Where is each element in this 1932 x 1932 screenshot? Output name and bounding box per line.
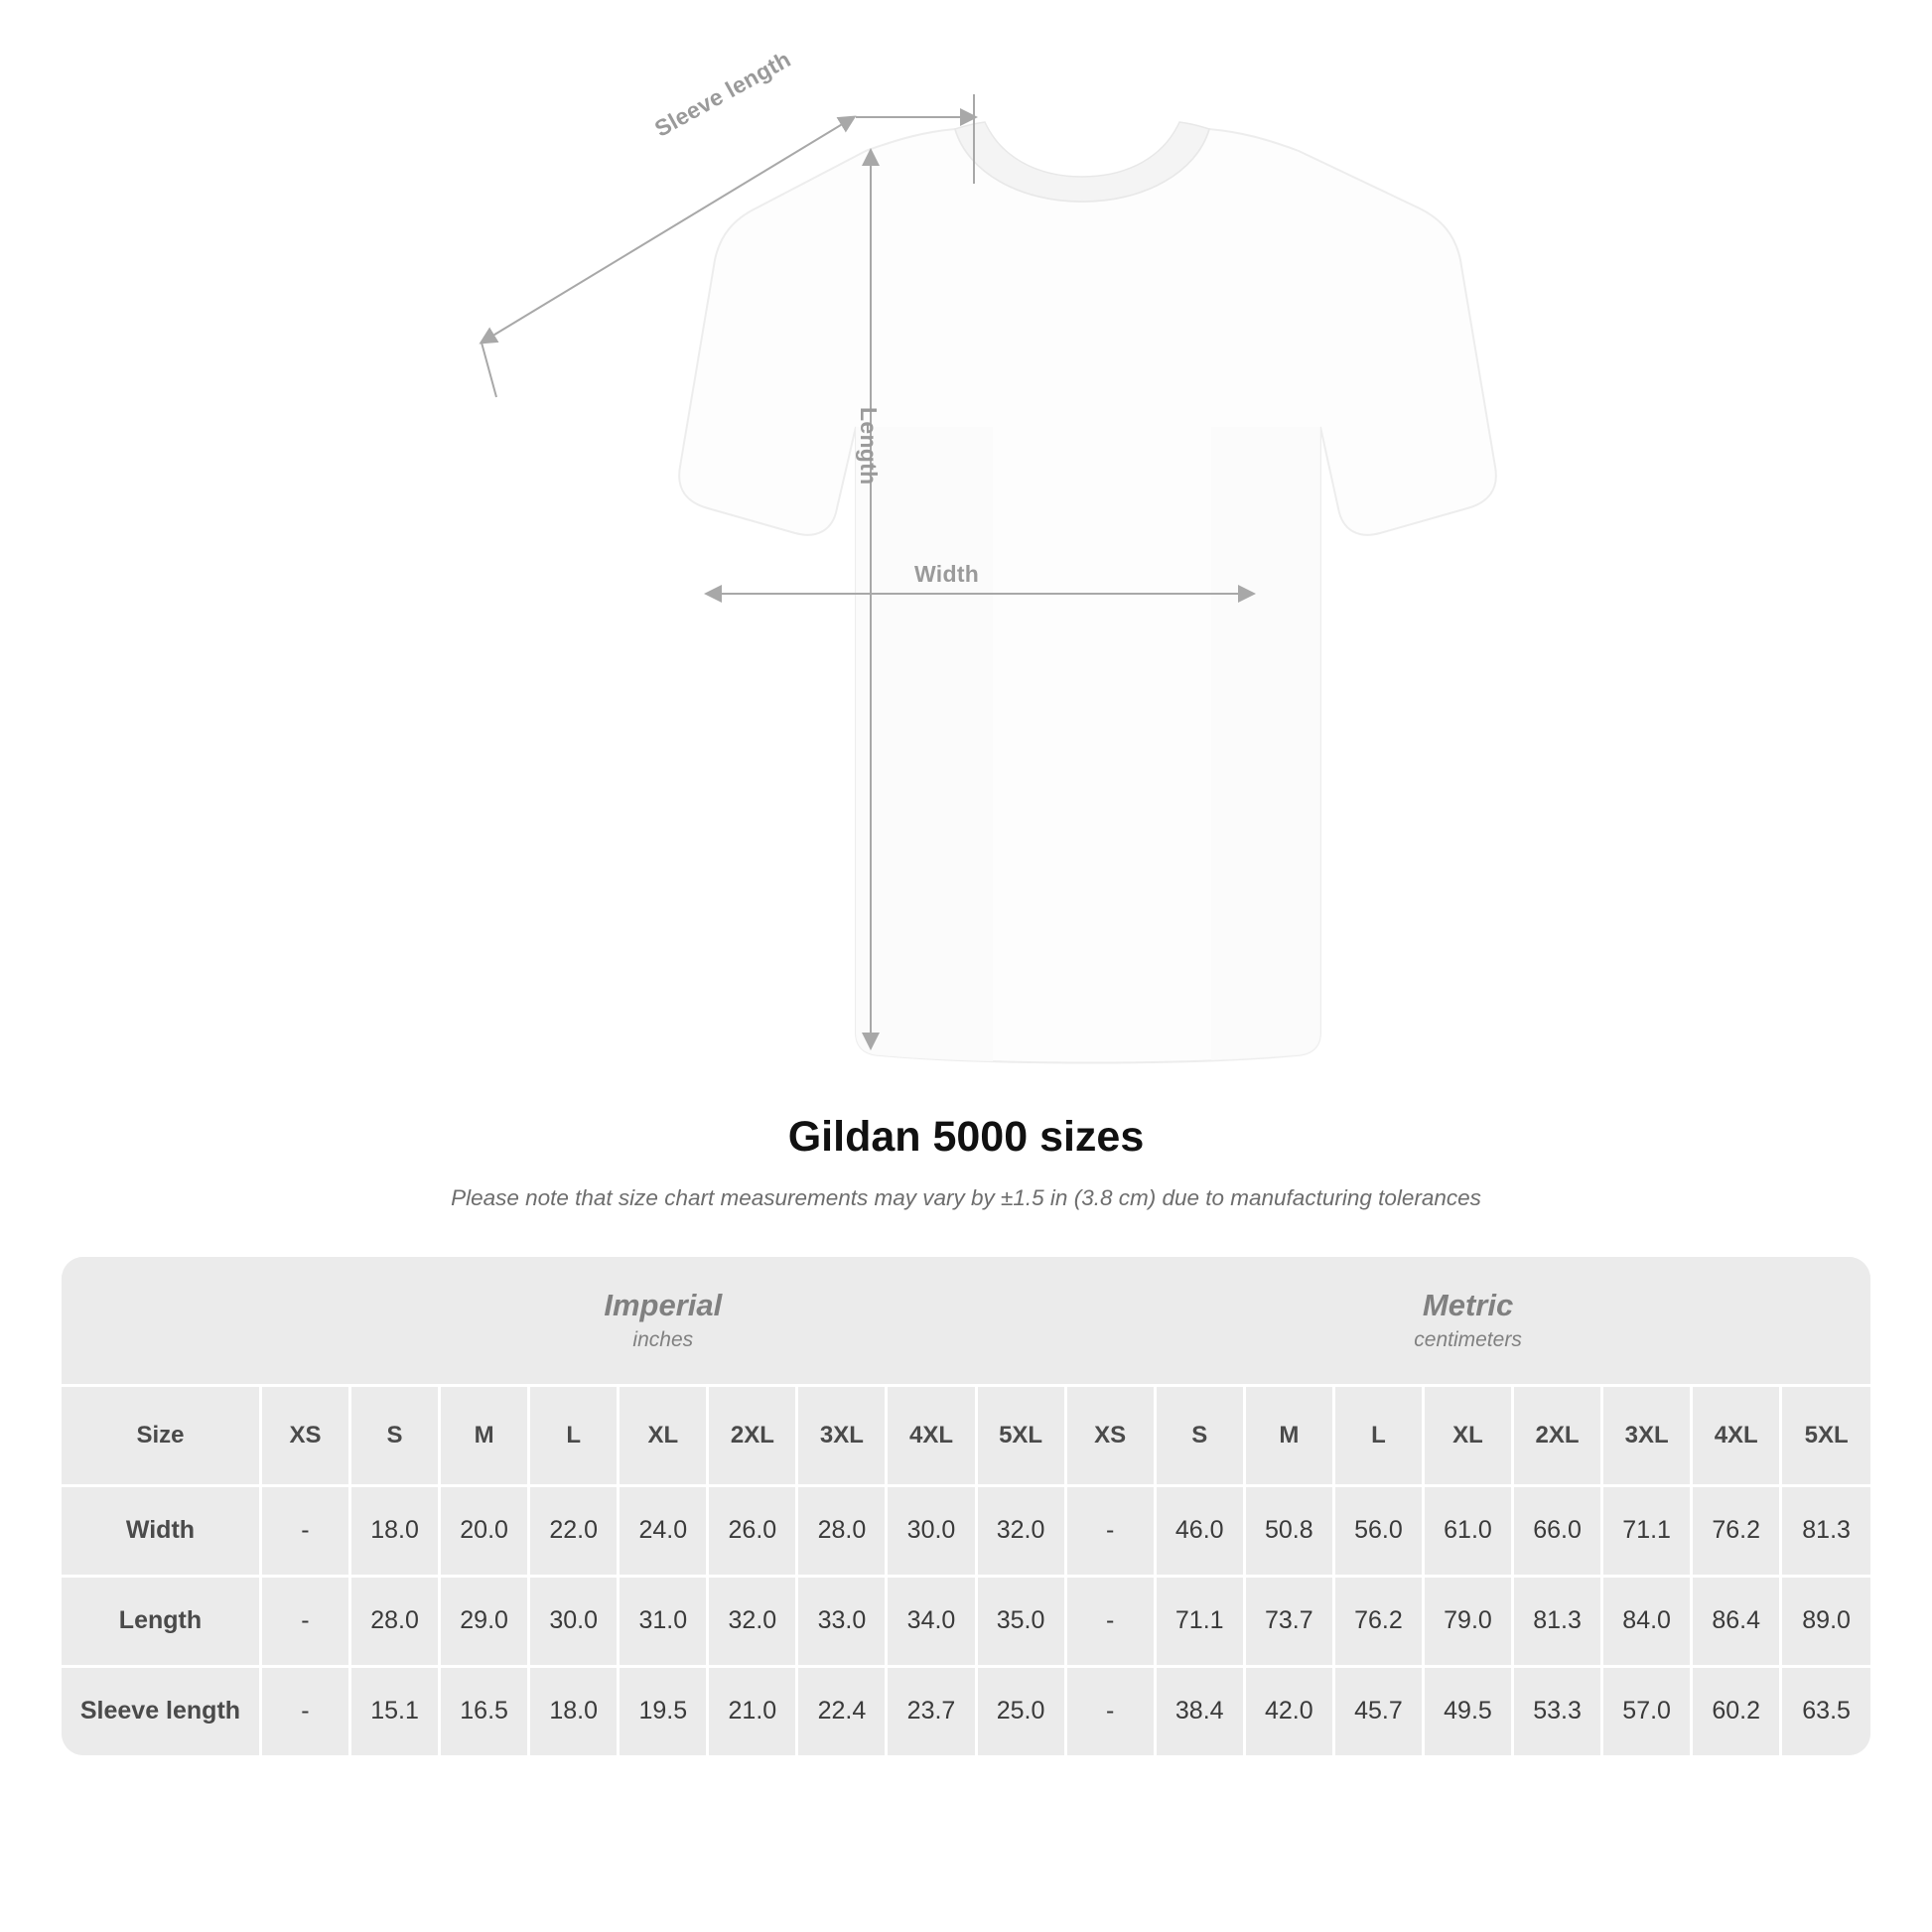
length-imperial-xs: - [260,1576,349,1666]
width-imperial-xs: - [260,1485,349,1576]
size-header-metric-xs: XS [1065,1385,1155,1485]
sleeve-imperial-3xl: 22.4 [797,1666,887,1755]
table-row-width [62,1485,1870,1576]
size-header-metric-4xl: 4XL [1692,1385,1781,1485]
size-header-imperial-l: L [529,1385,619,1485]
imperial-unit-header [260,1257,1065,1386]
length-metric-m: 73.7 [1244,1576,1333,1666]
length-imperial-m: 29.0 [440,1576,529,1666]
width-metric-xl: 61.0 [1423,1485,1512,1576]
width-metric-5xl: 81.3 [1781,1485,1870,1576]
width-imperial-2xl: 26.0 [708,1485,797,1576]
width-imperial-3xl: 28.0 [797,1485,887,1576]
width-imperial-l: 22.0 [529,1485,619,1576]
sleeve-imperial-l: 18.0 [529,1666,619,1755]
width-metric-xs: - [1065,1485,1155,1576]
length-metric-l: 76.2 [1333,1576,1423,1666]
sleeve-metric-4xl: 60.2 [1692,1666,1781,1755]
size-header-metric-5xl: 5XL [1781,1385,1870,1485]
size-header-row [62,1385,1870,1485]
size-header-imperial-5xl: 5XL [976,1385,1065,1485]
length-imperial-2xl: 32.0 [708,1576,797,1666]
length-imperial-xl: 31.0 [619,1576,708,1666]
table-row-length [62,1576,1870,1666]
sleeve-imperial-m: 16.5 [440,1666,529,1755]
size-header-imperial-4xl: 4XL [887,1385,976,1485]
size-header-imperial-xl: XL [619,1385,708,1485]
size-header-metric-xl: XL [1423,1385,1512,1485]
length-metric-5xl: 89.0 [1781,1576,1870,1666]
sleeve-imperial-s: 15.1 [350,1666,440,1755]
length-imperial-3xl: 33.0 [797,1576,887,1666]
sleeve-length-label: Sleeve length [650,46,795,142]
sleeve-metric-3xl: 57.0 [1602,1666,1692,1755]
size-header-imperial-m: M [440,1385,529,1485]
width-imperial-xl: 24.0 [619,1485,708,1576]
size-header-metric-3xl: 3XL [1602,1385,1692,1485]
sleeve-imperial-4xl: 23.7 [887,1666,976,1755]
unit-header-row [62,1257,1870,1386]
size-header-imperial-xs: XS [260,1385,349,1485]
tshirt-shape [679,122,1496,1063]
sleeve-imperial-xs: - [260,1666,349,1755]
size-header-metric-s: S [1155,1385,1244,1485]
sleeve-metric-2xl: 53.3 [1513,1666,1602,1755]
width-metric-4xl: 76.2 [1692,1485,1781,1576]
size-chart-table-wrapper [62,1257,1870,1755]
width-imperial-s: 18.0 [350,1485,440,1576]
row-label-sleeve-length: Sleeve length [62,1666,260,1755]
tolerance-note: Please note that size chart measurements may vary by ±1.5 in (3.8 cm) due to manufacturing tolerances [451,1184,1481,1210]
width-imperial-5xl: 32.0 [976,1485,1065,1576]
length-label: Length [856,407,882,485]
length-imperial-s: 28.0 [350,1576,440,1666]
size-header-metric-l: L [1333,1385,1423,1485]
length-metric-xl: 79.0 [1423,1576,1512,1666]
table-row-sleeve-length [62,1666,1870,1755]
sleeve-metric-m: 42.0 [1244,1666,1333,1755]
width-metric-m: 50.8 [1244,1485,1333,1576]
sleeve-metric-xs: - [1065,1666,1155,1755]
length-imperial-4xl: 34.0 [887,1576,976,1666]
size-chart-table [62,1257,1870,1755]
size-row-header: Size [62,1385,260,1485]
sleeve-metric-xl: 49.5 [1423,1666,1512,1755]
size-header-imperial-s: S [350,1385,440,1485]
width-metric-s: 46.0 [1155,1485,1244,1576]
width-metric-3xl: 71.1 [1602,1485,1692,1576]
row-label-length: Length [62,1576,260,1666]
imperial-unit-sub: inches [632,1328,694,1352]
size-header-metric-m: M [1244,1385,1333,1485]
table-corner-cell [62,1257,260,1386]
width-metric-l: 56.0 [1333,1485,1423,1576]
width-imperial-m: 20.0 [440,1485,529,1576]
width-label: Width [914,561,980,587]
length-imperial-5xl: 35.0 [976,1576,1065,1666]
imperial-unit-name: Imperial [604,1287,723,1322]
size-header-imperial-2xl: 2XL [708,1385,797,1485]
length-imperial-l: 30.0 [529,1576,619,1666]
metric-unit-name: Metric [1422,1287,1514,1322]
size-header-metric-2xl: 2XL [1513,1385,1602,1485]
length-metric-4xl: 86.4 [1692,1576,1781,1666]
length-metric-3xl: 84.0 [1602,1576,1692,1666]
metric-unit-sub: centimeters [1414,1328,1522,1352]
width-metric-2xl: 66.0 [1513,1485,1602,1576]
row-label-width: Width [62,1485,260,1576]
width-imperial-4xl: 30.0 [887,1485,976,1576]
length-metric-s: 71.1 [1155,1576,1244,1666]
length-metric-xs: - [1065,1576,1155,1666]
page-title: Gildan 5000 sizes [787,1113,1145,1161]
size-header-imperial-3xl: 3XL [797,1385,887,1485]
sleeve-metric-5xl: 63.5 [1781,1666,1870,1755]
sleeve-metric-s: 38.4 [1155,1666,1244,1755]
sleeve-imperial-xl: 19.5 [619,1666,708,1755]
sleeve-imperial-5xl: 25.0 [976,1666,1065,1755]
metric-unit-header [1065,1257,1870,1386]
sleeve-imperial-2xl: 21.0 [708,1666,797,1755]
sleeve-metric-l: 45.7 [1333,1666,1423,1755]
length-metric-2xl: 81.3 [1513,1576,1602,1666]
